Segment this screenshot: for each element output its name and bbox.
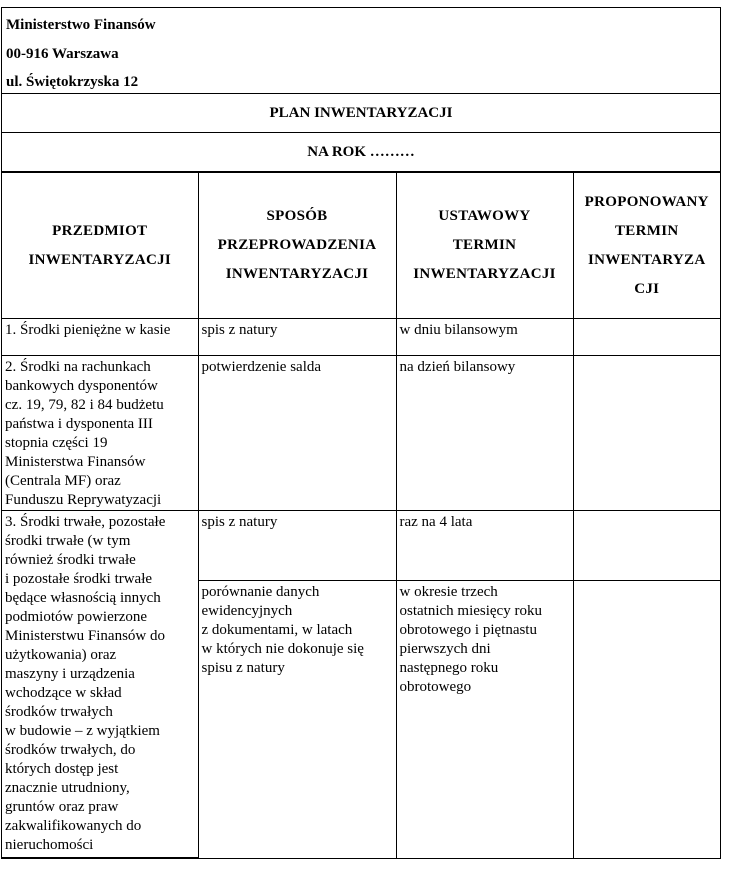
column-header-subject: PRZEDMIOT INWENTARYZACJI [2, 173, 198, 319]
plan-title: PLAN INWENTARYZACJI [2, 94, 720, 133]
row-method-cell: spis z natury [198, 319, 396, 356]
row-statutory-cell: w okresie trzech ostatnich miesięcy roku obrotowego i piętnastu pierwszych dni następnego roku obrotowego [396, 581, 573, 858]
row-subject-cell: 2. Środki na rachunkach bankowych dysponentów cz. 19, 79, 82 i 84 budżetu państwa i dysponenta III stopnia części 19 Ministerstwa Finansów (Centrala MF) oraz Funduszu Reprywatyzacji [2, 356, 198, 511]
row-proposed-cell [573, 581, 720, 858]
inventory-table [2, 172, 720, 858]
row-method-cell: porównanie danych ewidencyjnych z dokumentami, w latach w których nie dokonuje się spisu z natury [198, 581, 396, 858]
row-subject-cell: 1. Środki pieniężne w kasie [2, 319, 198, 356]
column-header-proposed-date: PROPONOWANY TERMIN INWENTARYZA CJI [573, 173, 720, 319]
table-header-row [2, 173, 720, 319]
table-row [2, 319, 720, 356]
inventory-plan-document [1, 7, 721, 859]
row-method-cell: potwierdzenie salda [198, 356, 396, 511]
row-proposed-cell [573, 511, 720, 581]
row-statutory-cell: w dniu bilansowym [396, 319, 573, 356]
table-row [2, 511, 720, 581]
institution-postcode-city: 00-916 Warszawa [6, 45, 119, 62]
institution-name: Ministerstwo Finansów [6, 17, 156, 33]
row-subject-cell: 3. Środki trwałe, pozostałe środki trwałe (w tym również środki trwałe i pozostałe środki trwałe będące własnością innych podmiotów powierzone Ministerstwu Finansów do użytkowania) oraz maszyny i urządzenia wchodzące w skład środków trwałych w budowie – z wyjątkiem środków trwałych, do których dostęp jest znacznie utrudniony, gruntów oraz praw zakwalifikowanych do nieruchomości [2, 511, 198, 858]
row-proposed-cell [573, 319, 720, 356]
institution-header [2, 8, 720, 94]
institution-street: ul. Świętokrzyska 12 [6, 74, 139, 90]
column-header-statutory-date: USTAWOWY TERMIN INWENTARYZACJI [396, 173, 573, 319]
column-header-method: SPOSÓB PRZEPROWADZENIA INWENTARYZACJI [198, 173, 396, 319]
row-method-cell: spis z natury [198, 511, 396, 581]
plan-year-row: NA ROK ……… [2, 133, 720, 172]
table-row [2, 356, 720, 511]
row-proposed-cell [573, 356, 720, 511]
row-statutory-cell: na dzień bilansowy [396, 356, 573, 511]
row-statutory-cell: raz na 4 lata [396, 511, 573, 581]
